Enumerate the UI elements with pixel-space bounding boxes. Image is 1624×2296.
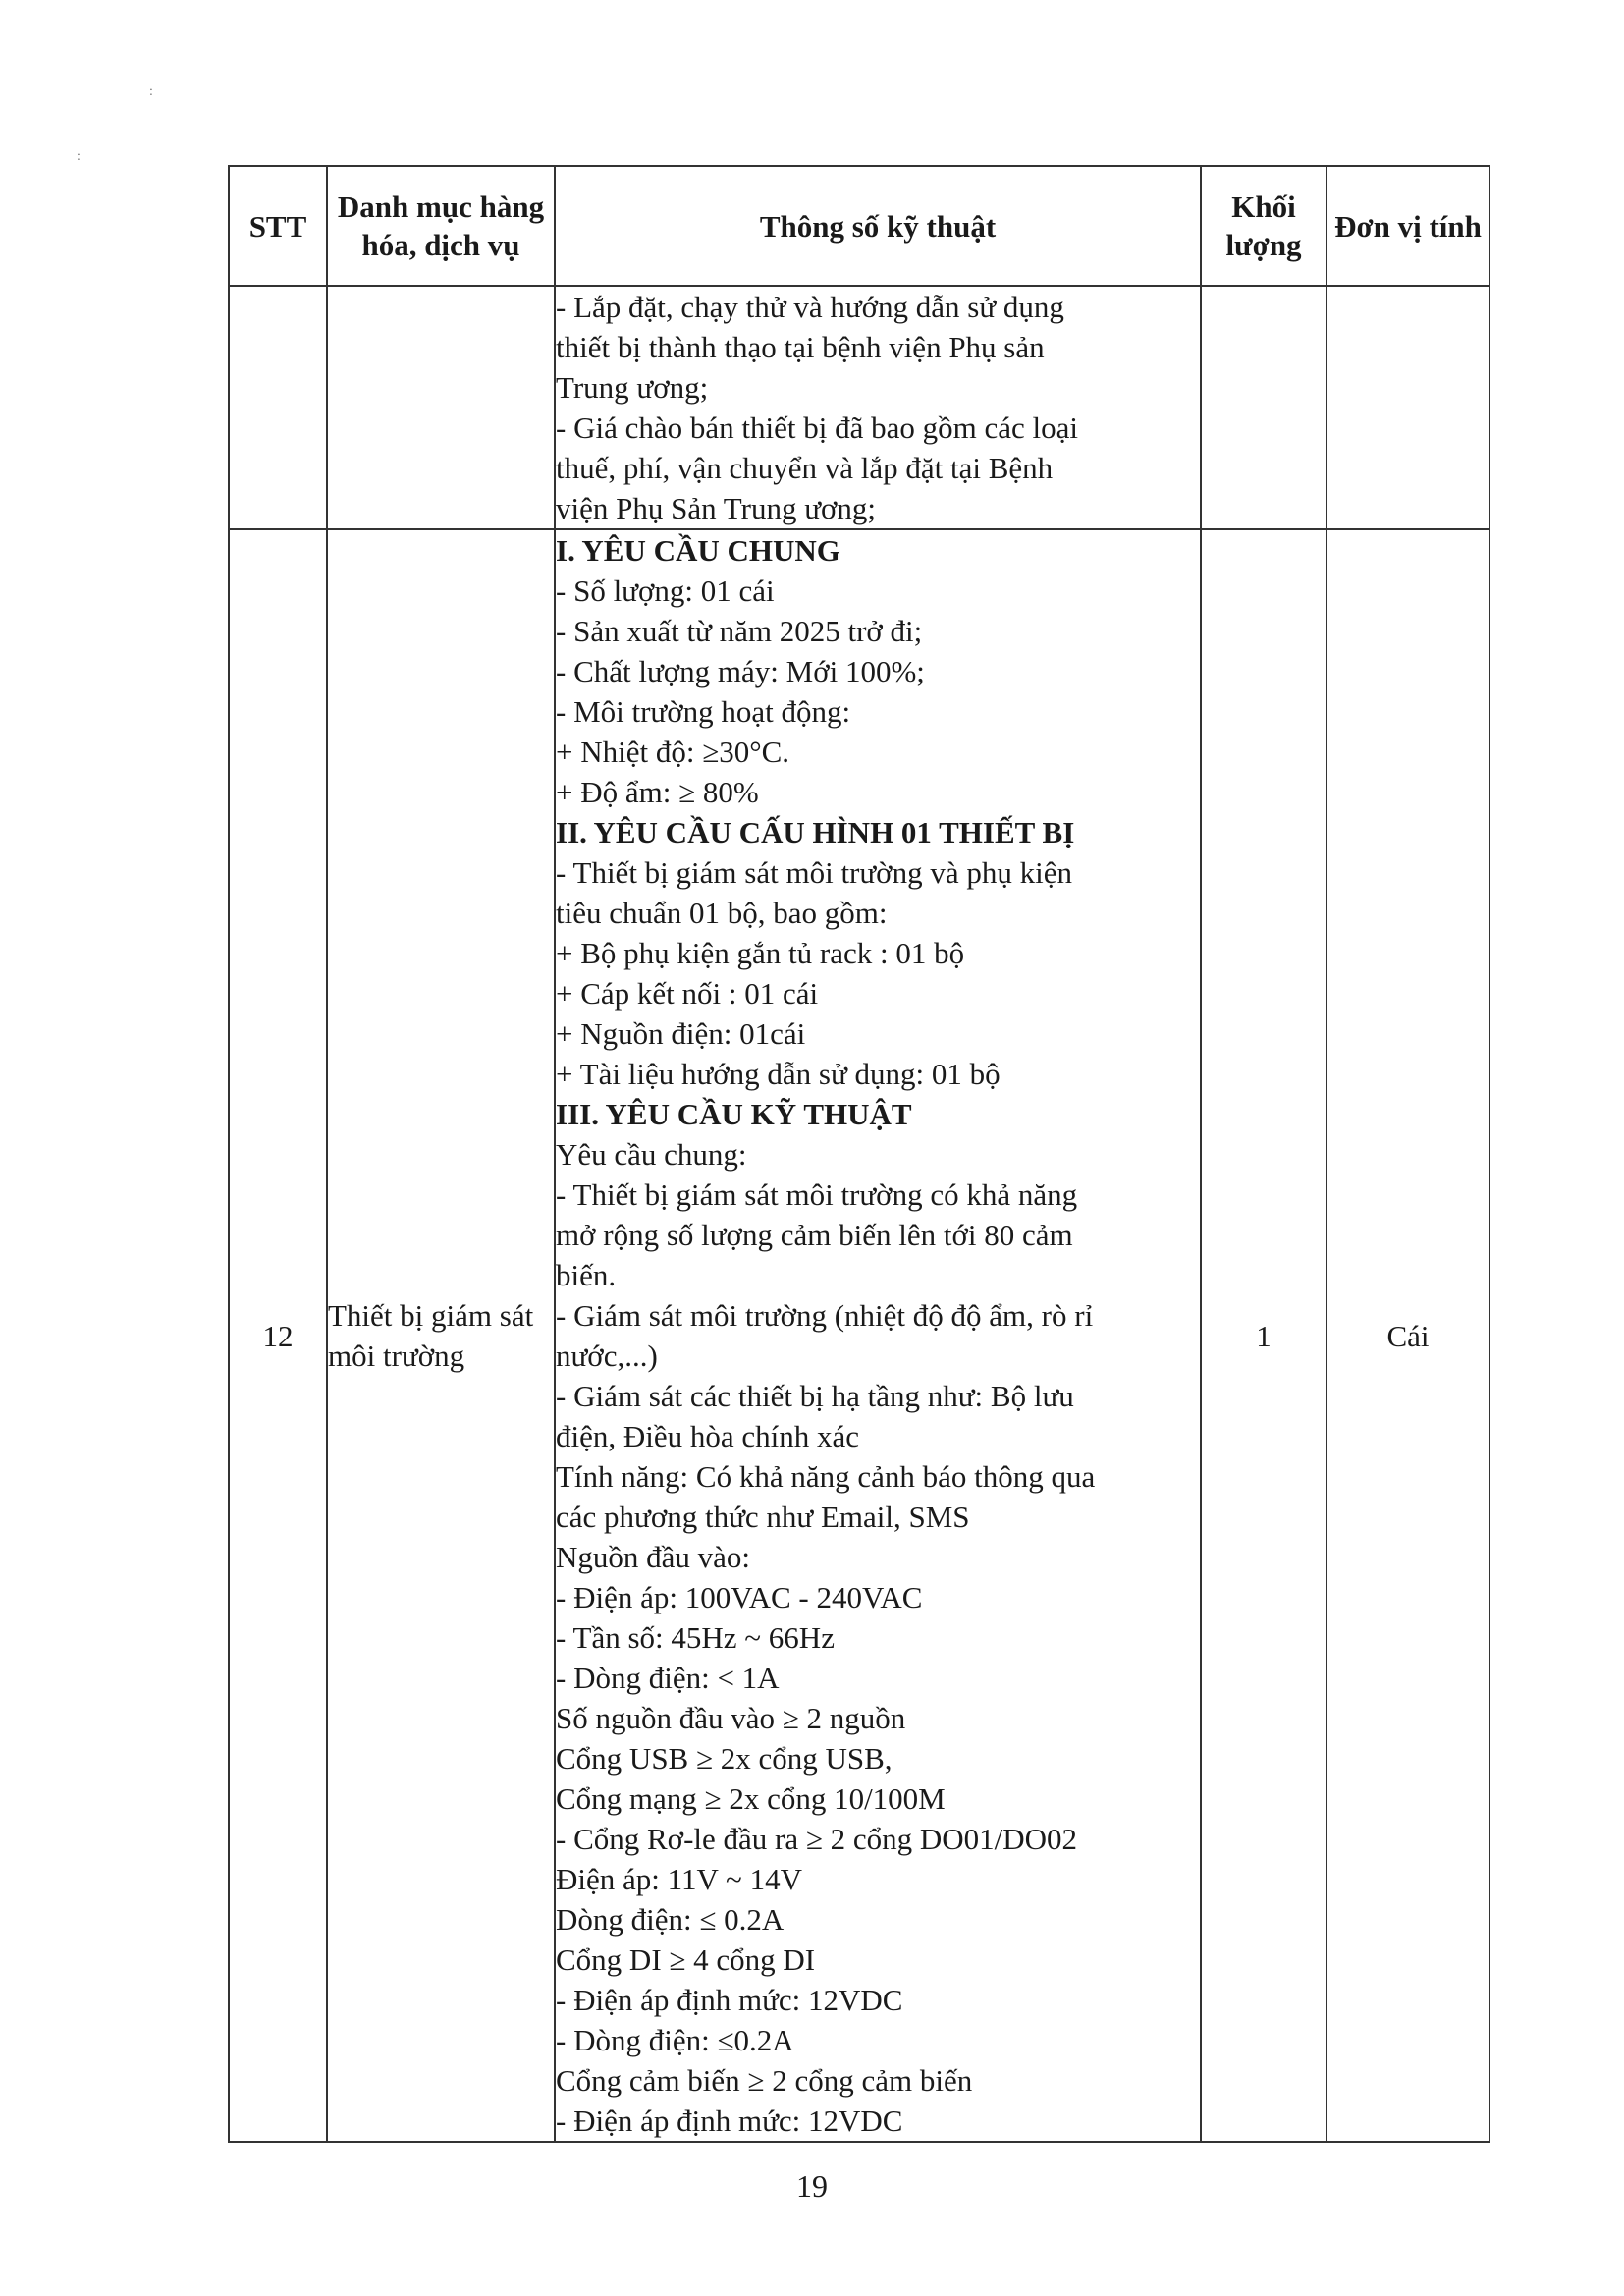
spec-line: Cổng DI ≥ 4 cổng DI: [556, 1942, 816, 1977]
cell-unit: [1326, 286, 1489, 529]
spec-table: [228, 165, 1490, 2143]
spec-line: - Môi trường hoạt động:: [556, 694, 851, 729]
section-heading: II. YÊU CẦU CẤU HÌNH 01 THIẾT BỊ: [556, 815, 1075, 849]
table-header-row: [229, 166, 1489, 286]
spec-line: Nguồn đầu vào:: [556, 1540, 751, 1574]
spec-line: - Dòng điện: ≤0.2A: [556, 2023, 794, 2057]
spec-line: - Giá chào bán thiết bị đã bao gồm các loại: [556, 410, 1078, 445]
spec-line: - Tần số: 45Hz ~ 66Hz: [556, 1620, 835, 1655]
header-stt: STT: [229, 166, 327, 286]
table-row-item-12: [229, 529, 1489, 2142]
spec-line: + Cáp kết nối : 01 cái: [556, 976, 819, 1011]
cell-stt: 12: [229, 529, 327, 2142]
cell-category: [327, 286, 555, 529]
spec-line: thiết bị thành thạo tại bệnh viện Phụ sản: [556, 330, 1045, 364]
spec-line: - Chất lượng máy: Mới 100%;: [556, 654, 925, 688]
spec-line: + Nhiệt độ: ≥30°C.: [556, 735, 790, 769]
spec-line: - Giám sát các thiết bị hạ tầng như: Bộ lưu: [556, 1379, 1074, 1413]
spec-line: Trung ương;: [556, 370, 709, 405]
spec-line: mở rộng số lượng cảm biến lên tới 80 cảm: [556, 1218, 1073, 1252]
spec-line: các phương thức như Email, SMS: [556, 1500, 970, 1534]
cell-category: Thiết bị giám sát môi trường: [327, 529, 555, 2142]
spec-line: Cổng USB ≥ 2x cổng USB,: [556, 1741, 893, 1776]
spec-line: Dòng điện: ≤ 0.2A: [556, 1902, 785, 1937]
section-heading: I. YÊU CẦU CHUNG: [556, 533, 840, 568]
spec-line: biến.: [556, 1258, 617, 1292]
spec-line: - Thiết bị giám sát môi trường có khả năng: [556, 1177, 1078, 1212]
spec-line: nước,...): [556, 1339, 658, 1373]
spec-line: Cổng cảm biến ≥ 2 cổng cảm biến: [556, 2063, 973, 2098]
spec-line: - Lắp đặt, chạy thử và hướng dẫn sử dụng: [556, 290, 1064, 324]
spec-line: điện, Điều hòa chính xác: [556, 1419, 860, 1453]
header-spec: Thông số kỹ thuật: [555, 166, 1201, 286]
cell-quantity: 1: [1201, 529, 1326, 2142]
spec-line: - Giám sát môi trường (nhiệt độ độ ẩm, rò rỉ: [556, 1298, 1094, 1333]
spec-line: + Bộ phụ kiện gắn tủ rack : 01 bộ: [556, 936, 965, 970]
cell-unit: Cái: [1326, 529, 1489, 2142]
spec-line: - Thiết bị giám sát môi trường và phụ kiện: [556, 855, 1072, 890]
page-number: 19: [796, 2168, 828, 2204]
header-category: Danh mục hàng hóa, dịch vụ: [327, 166, 555, 286]
header-quantity: Khối lượng: [1201, 166, 1326, 286]
spec-line: Điện áp: 11V ~ 14V: [556, 1862, 802, 1896]
spec-line: + Tài liệu hướng dẫn sử dụng: 01 bộ: [556, 1057, 1001, 1091]
spec-line: - Điện áp định mức: 12VDC: [556, 2104, 903, 2138]
spec-line: viện Phụ Sản Trung ương;: [556, 491, 877, 525]
spec-line: Số nguồn đầu vào ≥ 2 nguồn: [556, 1701, 906, 1735]
spec-line: - Số lượng: 01 cái: [556, 574, 775, 608]
spec-line: Tính năng: Có khả năng cảnh báo thông qua: [556, 1459, 1096, 1494]
spec-line: + Nguồn điện: 01cái: [556, 1016, 806, 1051]
spec-line: tiêu chuẩn 01 bộ, bao gồm:: [556, 896, 888, 930]
cell-quantity: [1201, 286, 1326, 529]
cell-stt: [229, 286, 327, 529]
spec-lines: [556, 287, 1200, 528]
cell-spec: [555, 286, 1201, 529]
header-unit: Đơn vị tính: [1326, 166, 1489, 286]
spec-line: Yêu cầu chung:: [556, 1137, 747, 1172]
spec-line: - Sản xuất từ năm 2025 trở đi;: [556, 614, 923, 648]
scan-speck: :: [77, 149, 81, 164]
scan-speck: :: [149, 84, 153, 99]
spec-line: - Điện áp định mức: 12VDC: [556, 1983, 903, 2017]
cell-spec: [555, 529, 1201, 2142]
spec-line: - Cổng Rơ-le đầu ra ≥ 2 cổng DO01/DO02: [556, 1822, 1078, 1856]
spec-line: - Điện áp: 100VAC - 240VAC: [556, 1580, 923, 1614]
spec-line: thuế, phí, vận chuyển và lắp đặt tại Bệnh: [556, 451, 1054, 485]
section-heading: III. YÊU CẦU KỸ THUẬT: [556, 1097, 912, 1131]
spec-line: - Dòng điện: < 1A: [556, 1661, 780, 1695]
spec-line: + Độ ẩm: ≥ 80%: [556, 775, 759, 809]
spec-lines: [556, 530, 1200, 2141]
table-row-continuation: [229, 286, 1489, 529]
spec-line: Cổng mạng ≥ 2x cổng 10/100M: [556, 1781, 946, 1816]
